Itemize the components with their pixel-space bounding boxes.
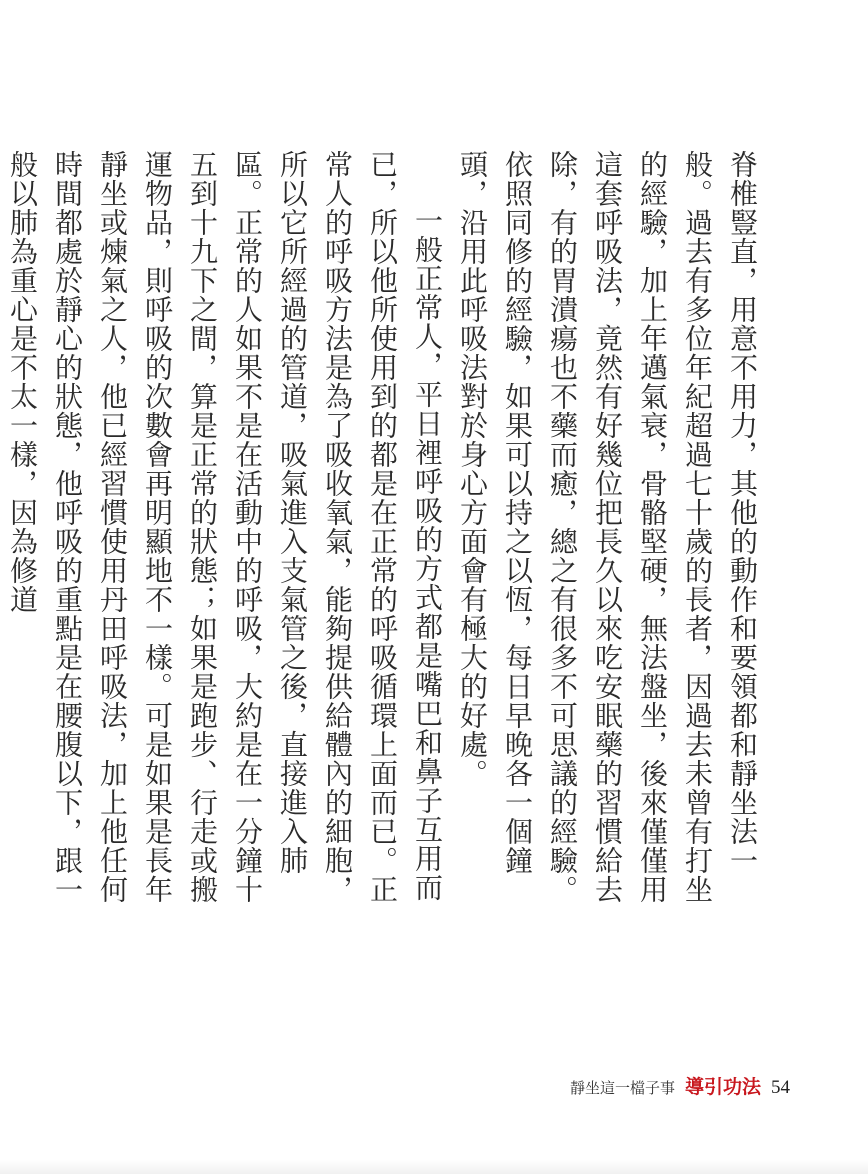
paragraph-2: 一般正常人，平日裡呼吸的方式都是嘴巴和鼻子互用而已，所以他所使用到的都是在正常的呼吸循環上面而已。正常人的呼吸方法是為了吸收氧氣，能夠提供給體內的細胞，所以它所經過的管道，吸氣進入支氣管之後，直接進入肺區。正常的人如果不是在活動中的呼吸，大約是在一分鐘十五到十九下之間，算是正常的狀態；如果是跑步、行走或搬運物品，則呼吸的次數會再明顯地不一樣。可是如果是長年靜坐或煉氣之人，他已經習慣使用丹田呼吸法，加上他任何時間都處於靜心的狀態，他呼吸的重點是在腰腹以下，跟一般以肺為重心是不太一樣，因為修道: [6, 150, 444, 904]
vertical-text-block: [6, 150, 765, 930]
paragraph-1: 脊椎豎直，用意不用力，其他的動作和要領都和靜坐法一般。過去有多位年紀超過七十歲的長者，因過去未曾有打坐的經驗，加上年邁氣衰，骨骼堅硬，無法盤坐，後來僅僅用這套呼吸法，竟然有好幾位把長久以來吃安眠藥的習慣給去除，有的胃潰瘍也不藥而癒，總之有很多不可思議的經驗。依照同修的經驗，如果可以持之以恆，每日早晚各一個鐘頭，沿用此呼吸法對於身心方面會有極大的好處。: [456, 150, 759, 904]
page-number: 54: [771, 1077, 790, 1098]
book-title: 靜坐這一檔子事: [569, 1079, 675, 1097]
page-footer: [570, 1072, 790, 1099]
page-bottom-edge: [0, 1160, 868, 1174]
chapter-title: 導引功法: [684, 1076, 761, 1098]
